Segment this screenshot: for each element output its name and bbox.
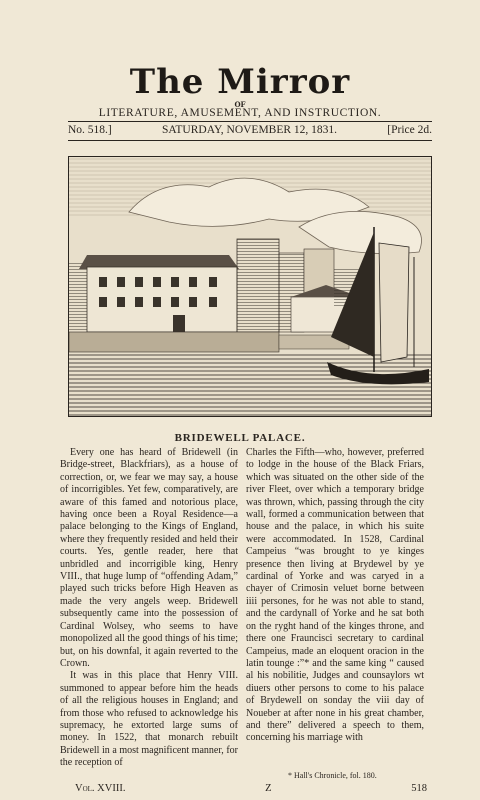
left-paragraph-2: It was in this place that Henry VIII. summoned to appear before him the heads of all the religious houses in England; and from those who refused to acknowledge his supremacy, he extorted large sums of money. In 1522, that monarch rebuilt Bridewell in a most magnificent manner, for the reception of	[60, 670, 238, 769]
masthead-title: The Mirror	[129, 62, 351, 102]
masthead-of: OF	[234, 100, 246, 109]
issue-price: [Price 2d.	[387, 124, 432, 136]
issue-number: No. 518.]	[68, 124, 112, 136]
left-paragraph-1: Every one has heard of Bridewell (in Bridge-street, Blackfriars), as a house of correction, or, we fear we may say, a house of incorrigibles. Yet few, comparatively, are aware of this famed and notorious place, having once been a Royal Residence—a palace belonging to the Kings of England, where they frequently resided and held their courts. Yes, gentle reader, here that unbridled and incorrigible king, Henry VIII., that huge lump of “offending Adam,” played such tricks before High Heaven as made the very angels weep. Bridewell subsequently came into the possession of Cardinal Wolsey, who seems to have monopolized all the good things of his time; but, on his downfal, it again reverted to the Crown.	[60, 447, 238, 669]
bridewell-engraving	[68, 156, 432, 417]
right-column	[246, 447, 424, 769]
bottom-rule	[68, 140, 432, 141]
left-column	[60, 447, 238, 782]
article-title: BRIDEWELL PALACE.	[174, 432, 306, 444]
footnote: * Hall's Chronicle, fol. 180.	[288, 771, 377, 780]
top-rule	[68, 121, 432, 122]
signature-mark: Z	[265, 783, 272, 794]
volume-label: Vol. XVIII.	[75, 783, 126, 794]
page-footer	[75, 783, 427, 794]
issue-bar	[68, 124, 432, 136]
page-number: 518	[411, 783, 427, 794]
right-paragraph-1: Charles the Fifth—who, however, preferred to lodge in the house of the Black Friars, which was situated on the other side of the river Fleet, over which a temporary bridge was thrown, which, passing through the city wall, formed a communication between that house and the palace, in which his suite were accommodated. In 1528, Cardinal Campeius “was brought to ye kinges presence then living at Brydewel by ye cardinal of Yorke and was caryed in a chayer of Crimosin veluet borne between iiii persones, for he was not able to stand, and the cardynall of Yorke and he sat both on the ryght hand of the kinges throne, and there one Frauncisci secretary to cardinal Campeius, made an eloquent oracion in the latin tounge :”* and the same king “ caused al his nobilitie, Judges and counsaylors wt diuers other persons to come to his palace of Brydewell on sonday the viii day of Noueber at after none in his great chamber, and there” delivered a speech to them, concerning his marriage with	[246, 447, 424, 744]
masthead-subtitle: LITERATURE, AMUSEMENT, AND INSTRUCTION.	[98, 107, 382, 119]
issue-date: SATURDAY, NOVEMBER 12, 1831.	[161, 124, 338, 136]
